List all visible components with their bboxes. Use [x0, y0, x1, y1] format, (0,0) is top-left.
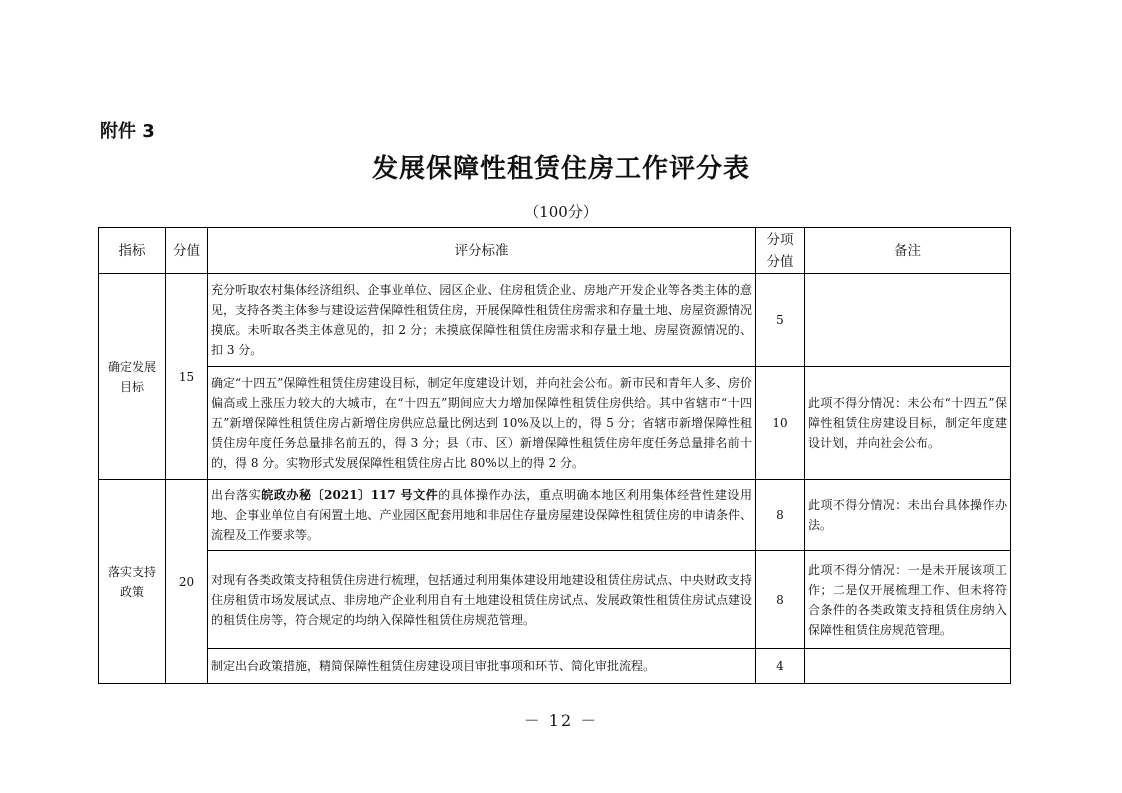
score-cell: 15 [166, 274, 208, 480]
criteria-cell: 充分听取农村集体经济组织、企事业单位、园区企业、住房租赁企业、房地产开发企业等各类主体的意见，支持各类主体参与建设运营保障性租赁住房，开展保障性租赁住房需求和存量土地、房屋资源情况摸底。未听取各类主体意见的，扣 2 分；未摸底保障性租赁住房需求和存量土地、房屋资源情况的、扣 3 分。 [208, 274, 756, 367]
criteria-cell: 制定出台政策措施，精简保障性租赁住房建设项目审批事项和环节、简化审批流程。 [208, 649, 756, 684]
table-row [99, 649, 1011, 684]
page-title: 发展保障性租赁住房工作评分表 [371, 154, 750, 184]
header-score: 分值 [166, 228, 208, 274]
note-cell [805, 649, 1011, 684]
sub-score-cell: 5 [756, 274, 805, 367]
note-cell: 此项不得分情况：未公布“十四五”保障性租赁住房建设目标，制定年度建设计划，并向社会公布。 [805, 367, 1011, 480]
table-row [99, 274, 1011, 367]
table-header-row [99, 228, 1011, 274]
table-row [99, 480, 1011, 551]
header-sub-score: 分项 分值 [756, 228, 805, 274]
table-row [99, 367, 1011, 480]
criteria-cell [208, 480, 756, 551]
criteria-cell: 对现有各类政策支持租赁住房进行梳理，包括通过利用集体建设用地建设租赁住房试点、中央财政支持住房租赁市场发展试点、非房地产企业利用自有土地建设租赁住房试点、发展政策性租赁住房试点建设的租赁住房等，符合规定的均纳入保障性租赁住房规范管理。 [208, 551, 756, 649]
sub-score-cell: 10 [756, 367, 805, 480]
table-row [99, 551, 1011, 649]
attachment-label: 附件 3 [100, 121, 155, 142]
header-indicator: 指标 [99, 228, 166, 274]
page-number: － 12 － [523, 711, 599, 730]
scoring-table [98, 227, 1011, 684]
sub-score-cell: 8 [756, 551, 805, 649]
indicator-cell: 落实支持 政策 [99, 480, 166, 684]
score-cell: 20 [166, 480, 208, 684]
note-cell: 此项不得分情况：未出台具体操作办法。 [805, 480, 1011, 551]
note-cell [805, 274, 1011, 367]
policy-document-reference: 皖政办秘〔2021〕117 号文件 [261, 488, 439, 502]
sub-score-cell: 8 [756, 480, 805, 551]
sub-score-cell: 4 [756, 649, 805, 684]
header-criteria: 评分标准 [208, 228, 756, 274]
note-cell: 此项不得分情况：一是未开展该项工作；二是仅开展梳理工作、但未将符合条件的各类政策支持租赁住房纳入保障性租赁住房规范管理。 [805, 551, 1011, 649]
indicator-cell: 确定发展 目标 [99, 274, 166, 480]
criteria-prefix: 出台落实 [211, 488, 262, 502]
total-score: （100分） [524, 203, 598, 221]
criteria-cell: 确定“十四五”保障性租赁住房建设目标，制定年度建设计划，并向社会公布。新市民和青年人多、房价偏高或上涨压力较大的大城市，在“十四五”期间应大力增加保障性租赁住房供给。其中省辖市“十四五”新增保障性租赁住房占新增住房供应总量比例达到 10%及以上的，得 5 分；省辖市新增保障性租赁住房年度任务总量排名前五的，得 3 分；县（市、区）新增保障性租赁住房年度任务总量排名前十的，得 8 分。实物形式发展保障性租赁住房占比 80%以上的得 2 分。 [208, 367, 756, 480]
header-note: 备注 [805, 228, 1011, 274]
criteria-suffix: 的具体操作办法，重点明确本地区利用集体经营性建设用地、企事业单位自有闲置土地、产业园区配套用地和非居住存量房屋建设保障性租赁住房的申请条件、流程及工作要求等。 [211, 488, 752, 542]
